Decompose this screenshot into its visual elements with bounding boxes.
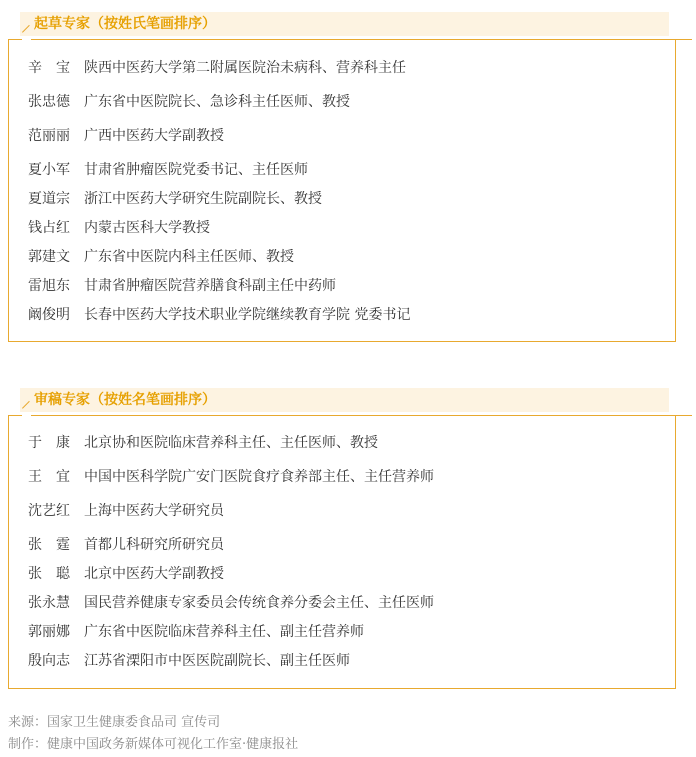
list-item [28, 92, 350, 112]
expert-desc: 广东省中医院临床营养科主任、副主任营养师 [84, 624, 364, 640]
review-section [8, 388, 677, 690]
list-item [28, 160, 308, 180]
drafting-section [8, 12, 677, 342]
list-item [28, 189, 322, 209]
expert-desc: 中国中医科学院广安门医院食疗食养部主任、主任营养师 [84, 469, 434, 485]
list-item [28, 467, 434, 487]
expert-desc: 广东省中医院院长、急诊科主任医师、教授 [84, 94, 350, 110]
drafting-title: 起草专家（按姓氏笔画排序） [34, 16, 216, 32]
drafting-header [20, 12, 669, 36]
expert-name: 王 宜 [28, 469, 70, 485]
expert-desc: 长春中医药大学技术职业学院继续教育学院 党委书记 [84, 307, 411, 323]
expert-desc: 江苏省溧阳市中医医院副院长、副主任医师 [84, 653, 350, 669]
list-item [28, 58, 406, 78]
list-item [28, 218, 210, 238]
expert-name: 辛 宝 [28, 60, 70, 76]
expert-desc: 北京协和医院临床营养科主任、主任医师、教授 [84, 435, 378, 451]
expert-name: 张永慧 [28, 595, 70, 611]
expert-name: 殷向志 [28, 653, 70, 669]
review-title: 审稿专家（按姓名笔画排序） [34, 392, 216, 408]
list-item [28, 651, 350, 671]
expert-name: 钱占红 [28, 220, 70, 236]
list-item [28, 593, 434, 613]
expert-desc: 浙江中医药大学研究生院副院长、教授 [84, 191, 322, 207]
review-header [20, 388, 669, 412]
list-item [28, 501, 224, 521]
expert-desc: 甘肃省肿瘤医院营养膳食科副主任中药师 [84, 278, 336, 294]
expert-name: 夏道宗 [28, 191, 70, 207]
expert-name: 张忠德 [28, 94, 70, 110]
expert-name: 张 霆 [28, 537, 70, 553]
list-item [28, 564, 224, 584]
producer-credit: 制作：健康中国政务新媒体可视化工作室·健康报社 [8, 737, 299, 752]
list-item [28, 305, 410, 325]
expert-desc: 国民营养健康专家委员会传统食养分委会主任、主任医师 [84, 595, 434, 611]
expert-name: 郭建文 [28, 249, 70, 265]
list-item [28, 622, 364, 642]
expert-name: 郭丽娜 [28, 624, 70, 640]
expert-desc: 内蒙古医科大学教授 [84, 220, 210, 236]
source-credit: 来源：国家卫生健康委食品司 宣传司 [8, 715, 221, 730]
expert-desc: 广东省中医院内科主任医师、教授 [84, 249, 294, 265]
expert-desc: 陕西中医药大学第二附属医院治未病科、营养科主任 [84, 60, 406, 76]
list-item [28, 247, 294, 267]
list-item [28, 433, 378, 453]
expert-name: 雷旭东 [28, 278, 70, 294]
expert-name: 张 聪 [28, 566, 70, 582]
list-item [28, 276, 336, 296]
expert-name: 范丽丽 [28, 128, 70, 144]
expert-desc: 北京中医药大学副教授 [84, 566, 224, 582]
expert-name: 沈艺红 [28, 503, 70, 519]
expert-desc: 上海中医药大学研究员 [84, 503, 224, 519]
expert-desc: 甘肃省肿瘤医院党委书记、主任医师 [84, 162, 308, 178]
list-item [28, 535, 224, 555]
expert-desc: 广西中医药大学副教授 [84, 128, 224, 144]
expert-name: 于 康 [28, 435, 70, 451]
expert-desc: 首都儿科研究所研究员 [84, 537, 224, 553]
expert-name: 阚俊明 [28, 307, 70, 323]
expert-name: 夏小军 [28, 162, 70, 178]
list-item [28, 126, 224, 146]
